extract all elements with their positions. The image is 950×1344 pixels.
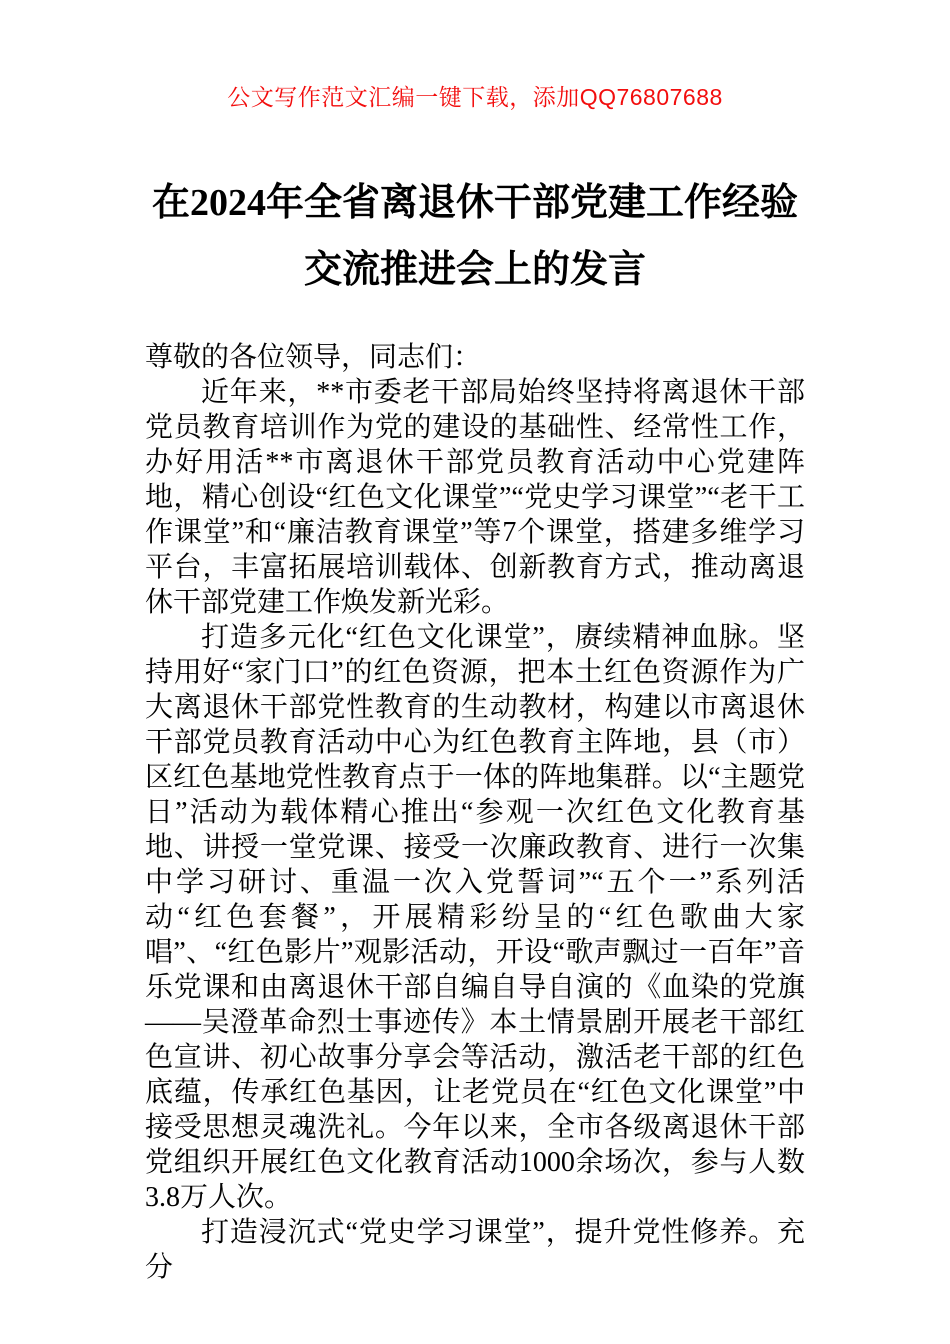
document-body (145, 340, 805, 1285)
promo-banner: 公文写作范文汇编一键下载，添加QQ76807688 (227, 84, 723, 110)
body-paragraph: 近年来，**市委老干部局始终坚持将离退休干部党员教育培训作为党的建设的基础性、经常性工作，办好用活**市离退休干部党员教育活动中心党建阵地，精心创设“红色文化课堂”“党史学习课堂”“老干工作课堂”和“廉洁教育课堂”等7个课堂，搭建多维学习平台，丰富拓展培训载体、创新教育方式，推动离退休干部党建工作焕发新光彩。 (145, 377, 805, 618)
body-paragraph: 打造多元化“红色文化课堂”，赓续精神血脉。坚持用好“家门口”的红色资源，把本土红色资源作为广大离退休干部党性教育的生动教材，构建以市离退休干部党员教育活动中心为红色教育主阵地，县（市）区红色基地党性教育点于一体的阵地集群。以“主题党日”活动为载体精心推出“参观一次红色文化教育基地、讲授一堂党课、接受一次廉政教育、进行一次集中学习研讨、重温一次入党誓词”“五个一”系列活动“红色套餐”，开展精彩纷呈的“红色歌曲大家唱”、“红色影片”观影活动，开设“歌声飘过一百年”音乐党课和由离退休干部自编自导自演的《血染的党旗——吴澄革命烈士事迹传》本土情景剧开展老干部红色宣讲、初心故事分享会等活动，激活老干部的红色底蕴，传承红色基因，让老党员在“红色文化课堂”中接受思想灵魂洗礼。今年以来，全市各级离退休干部党组织开展红色文化教育活动1000余场次，参与人数3.8万人次。 (145, 622, 805, 1213)
body-paragraph: 打造浸沉式“党史学习课堂”，提升党性修养。充分 (145, 1217, 805, 1283)
greeting-line: 尊敬的各位领导，同志们： (145, 342, 482, 373)
document-title: 在2024年全省离退休干部党建工作经验交流推进会上的发言 (151, 182, 798, 291)
